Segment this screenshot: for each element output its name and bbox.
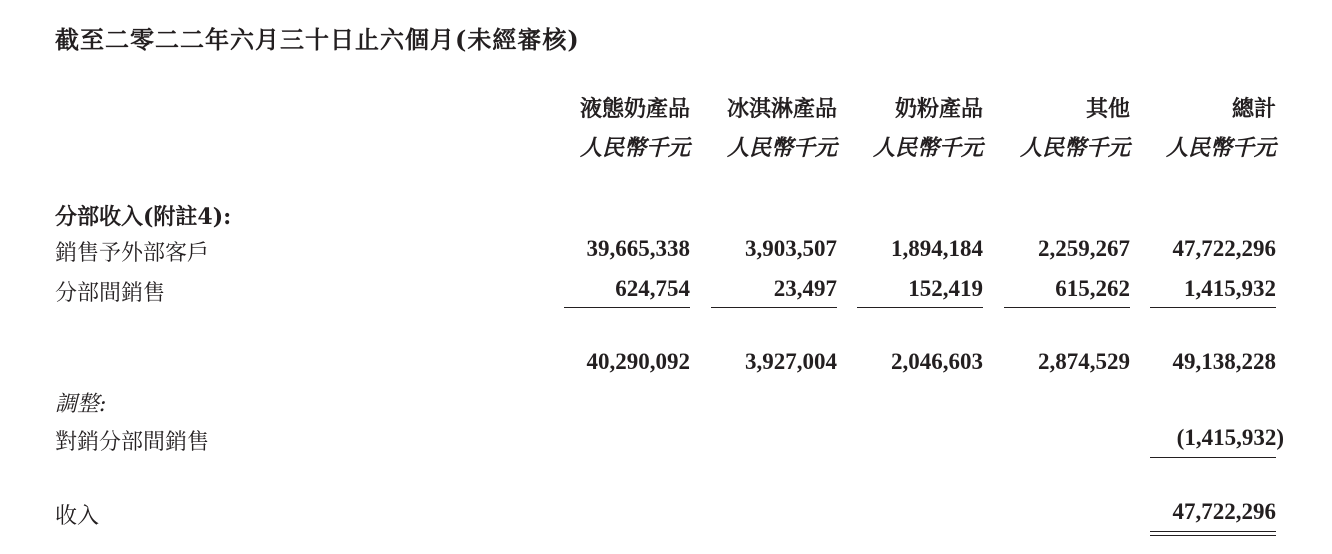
column-header-liquid-milk: 液態奶產品 [579,96,690,122]
intersegment-sales-ice-cream: 23,497 [773,276,837,301]
external-sales-label: 銷售予外部客戶 [55,241,210,266]
intersegment-sales-milk-powder: 152,419 [908,276,983,301]
column-header-ice-cream: 冰淇淋產品 [726,96,837,122]
subtotal-rule-liquid-milk [564,307,690,308]
column-unit-ice-cream: 人民幣千元 [726,135,837,161]
subtotal-rule-others [1004,307,1130,308]
segment-revenue-heading: 分部收入(附註4): [55,204,232,230]
column-unit-total: 人民幣千元 [1165,135,1276,161]
subtotal-milk-powder: 2,046,603 [891,349,983,374]
intersegment-sales-total: 1,415,932 [1184,276,1276,301]
external-sales-milk-powder: 1,894,184 [891,236,983,261]
external-sales-total: 47,722,296 [1172,236,1276,261]
subtotal-rule-total [1150,307,1276,308]
subtotal-ice-cream: 3,927,004 [745,349,837,374]
subtotal-rule-milk-powder [857,307,983,308]
intersegment-sales-others: 615,262 [1055,276,1130,301]
revenue-total: 47,722,296 [1172,499,1276,524]
elimination-rule [1150,457,1276,458]
external-sales-ice-cream: 3,903,507 [745,236,837,261]
intersegment-sales-liquid-milk: 624,754 [615,276,690,301]
revenue-label: 收入 [55,504,100,529]
column-unit-liquid-milk: 人民幣千元 [579,135,690,161]
external-sales-liquid-milk: 39,665,338 [586,236,690,261]
subtotal-others: 2,874,529 [1038,349,1130,374]
column-header-milk-powder: 奶粉產品 [894,96,983,122]
subtotal-liquid-milk: 40,290,092 [586,349,690,374]
subtotal-rule-ice-cream [711,307,837,308]
column-unit-others: 人民幣千元 [1019,135,1130,161]
statement-title: 截至二零二二年六月三十日止六個月(未經審核) [55,25,580,54]
subtotal-total: 49,138,228 [1172,349,1276,374]
external-sales-others: 2,259,267 [1038,236,1130,261]
revenue-double-rule [1150,531,1276,536]
adjustments-heading: 調整: [55,392,107,417]
column-header-others: 其他 [1085,96,1130,122]
elimination-total: (1,415,932) [1176,425,1284,450]
column-header-total: 總計 [1231,96,1276,122]
column-unit-milk-powder: 人民幣千元 [872,135,983,161]
intersegment-sales-label: 分部間銷售 [55,281,166,306]
elimination-label: 對銷分部間銷售 [55,430,210,455]
